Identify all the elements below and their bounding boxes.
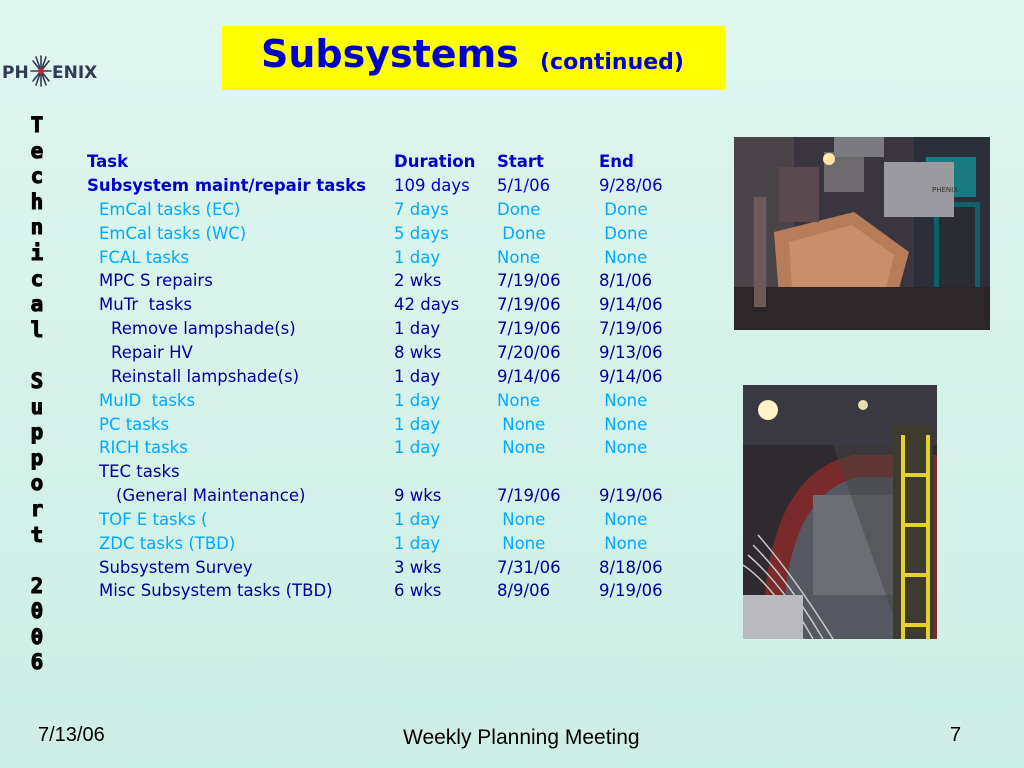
- end-cell: 9/14/06: [599, 295, 663, 315]
- side-label: [22, 113, 52, 676]
- task-cell: ZDC tasks (TBD): [99, 533, 236, 553]
- task-cell: Subsystem maint/repair tasks: [87, 176, 366, 195]
- end-cell: Done: [599, 223, 648, 243]
- end-cell: 9/19/06: [599, 581, 663, 601]
- side-label-char: i: [30, 240, 44, 265]
- duration-cell: 1 day: [394, 247, 441, 267]
- start-cell: 7/20/06: [497, 342, 561, 362]
- side-label-char: e: [30, 138, 44, 163]
- end-cell: None: [599, 390, 648, 410]
- duration-cell: 1 day: [394, 438, 441, 458]
- task-cell: MPC S repairs: [99, 271, 213, 291]
- duration-cell: 8 wks: [394, 342, 442, 362]
- start-cell: 7/19/06: [497, 295, 561, 315]
- side-label-char: c: [30, 266, 44, 291]
- duration-cell: 1 day: [394, 390, 441, 410]
- end-cell: 9/19/06: [599, 486, 663, 506]
- task-cell: Misc Subsystem tasks (TBD): [99, 581, 333, 601]
- start-cell: 7/31/06: [497, 557, 561, 577]
- task-cell: RICH tasks: [99, 438, 188, 458]
- side-label-char: 0: [30, 599, 44, 624]
- task-cell: FCAL tasks: [99, 247, 190, 267]
- side-label-char: 2: [30, 573, 44, 598]
- side-label-char: a: [30, 292, 44, 317]
- duration-cell: 1 day: [394, 509, 441, 529]
- duration-cell: 7 days: [394, 199, 449, 219]
- task-cell: Remove lampshade(s): [111, 319, 296, 339]
- duration-cell: 1 day: [394, 366, 441, 386]
- duration-cell: 6 wks: [394, 581, 442, 601]
- duration-cell: 109 days: [394, 176, 470, 195]
- logo-star-icon: [29, 54, 53, 88]
- title-box: [222, 26, 725, 90]
- side-label-char: [31, 548, 44, 574]
- side-label-char: p: [30, 420, 44, 445]
- start-cell: None: [497, 438, 546, 458]
- start-cell: 5/1/06: [497, 176, 551, 195]
- start-cell: None: [497, 533, 546, 553]
- header-duration: Duration: [394, 152, 476, 171]
- duration-cell: 3 wks: [394, 557, 442, 577]
- duration-cell: 1 day: [394, 414, 441, 434]
- detector-photo-2-image: [743, 385, 937, 639]
- detector-photo-2: [743, 385, 937, 639]
- end-cell: 8/1/06: [599, 271, 653, 291]
- duration-cell: 9 wks: [394, 486, 442, 506]
- detector-photo-1: [734, 137, 990, 330]
- start-cell: None: [497, 509, 546, 529]
- side-label-char: 6: [30, 650, 44, 675]
- start-cell: 7/19/06: [497, 486, 561, 506]
- end-cell: 9/28/06: [599, 176, 663, 195]
- start-cell: Done: [497, 223, 546, 243]
- duration-cell: 42 days: [394, 295, 460, 315]
- side-label-char: h: [30, 189, 44, 214]
- end-cell: 8/18/06: [599, 557, 663, 577]
- task-cell: Subsystem Survey: [99, 557, 253, 577]
- logo-text-right: ENIX: [52, 63, 98, 83]
- phenix-logo: [2, 46, 98, 96]
- header-start: Start: [497, 152, 544, 171]
- side-label-char: l: [30, 317, 44, 342]
- page-title: Subsystems: [261, 32, 519, 76]
- end-cell: 9/14/06: [599, 366, 663, 386]
- task-cell: Reinstall lampshade(s): [111, 366, 300, 386]
- duration-cell: 1 day: [394, 319, 441, 339]
- end-cell: 9/13/06: [599, 342, 663, 362]
- logo-text-left: PH: [2, 63, 29, 83]
- task-cell: EmCal tasks (EC): [99, 199, 241, 219]
- end-cell: 7/19/06: [599, 319, 663, 339]
- side-label-char: 0: [30, 624, 44, 649]
- end-cell: None: [599, 247, 648, 267]
- start-cell: None: [497, 390, 541, 410]
- task-cell: (General Maintenance): [116, 486, 306, 506]
- end-cell: None: [599, 533, 648, 553]
- start-cell: 8/9/06: [497, 581, 551, 601]
- task-cell: TEC tasks: [99, 462, 180, 482]
- side-label-char: n: [30, 215, 44, 240]
- start-cell: None: [497, 414, 546, 434]
- end-cell: Done: [599, 199, 648, 219]
- task-cell: TOF E tasks (: [99, 509, 208, 529]
- start-cell: None: [497, 247, 541, 267]
- end-cell: None: [599, 438, 648, 458]
- page-number: 7: [950, 724, 962, 746]
- side-label-char: c: [30, 164, 44, 189]
- header-task: Task: [87, 152, 129, 171]
- side-label-char: p: [30, 445, 44, 470]
- side-label-char: S: [30, 368, 44, 393]
- side-label-char: t: [30, 522, 44, 547]
- page-subtitle: (continued): [540, 50, 684, 75]
- task-cell: MuID tasks: [99, 390, 196, 410]
- footer-title: Weekly Planning Meeting: [403, 726, 640, 749]
- start-cell: 9/14/06: [497, 366, 561, 386]
- side-label-char: o: [30, 471, 44, 496]
- start-cell: 7/19/06: [497, 319, 561, 339]
- task-cell: PC tasks: [99, 414, 170, 434]
- duration-cell: 1 day: [394, 533, 441, 553]
- svg-text:PHENIX: PHENIX: [932, 186, 959, 194]
- detector-photo-1-image: [734, 137, 990, 330]
- start-cell: 7/19/06: [497, 271, 561, 291]
- end-cell: None: [599, 509, 648, 529]
- side-label-char: T: [30, 113, 44, 137]
- duration-cell: 2 wks: [394, 271, 442, 291]
- footer-date: 7/13/06: [38, 724, 105, 746]
- task-cell: MuTr tasks: [99, 295, 192, 315]
- start-cell: Done: [497, 199, 541, 219]
- side-label-char: [31, 343, 44, 369]
- side-label-char: u: [30, 394, 44, 419]
- header-end: End: [599, 152, 634, 171]
- duration-cell: 5 days: [394, 223, 449, 243]
- end-cell: None: [599, 414, 648, 434]
- task-cell: Repair HV: [111, 342, 193, 362]
- side-label-char: r: [30, 496, 44, 521]
- task-cell: EmCal tasks (WC): [99, 223, 247, 243]
